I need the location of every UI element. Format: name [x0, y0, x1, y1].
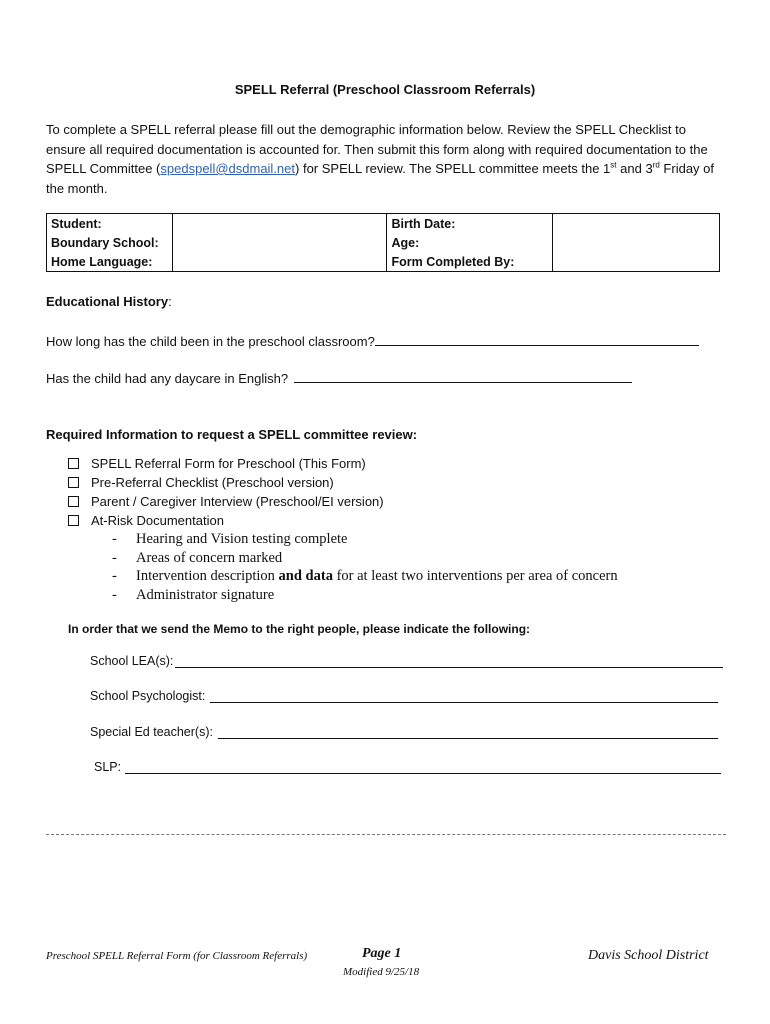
school-lea-field[interactable]	[175, 656, 723, 668]
list-item: - Areas of concern marked	[112, 549, 283, 566]
age-field[interactable]	[553, 233, 720, 252]
daycare-english-field[interactable]	[294, 370, 632, 383]
email-link[interactable]: spedspell@dsdmail.net	[160, 161, 296, 176]
list-item: - Intervention description and data for at least two interventions per area of concern	[112, 568, 618, 584]
list-item: Pre-Referral Checklist (Preschool version)	[68, 473, 384, 492]
birth-date-label: Birth Date:	[387, 214, 553, 234]
educational-history-heading: Educational History:	[46, 294, 172, 309]
question-preschool-duration: How long has the child been in the preschool classroom?	[46, 333, 699, 349]
question-daycare-english: Has the child had any daycare in English?	[46, 370, 632, 386]
checkbox[interactable]	[68, 477, 79, 488]
checkbox[interactable]	[68, 515, 79, 526]
preschool-duration-field[interactable]	[375, 333, 699, 346]
boundary-school-field[interactable]	[172, 233, 387, 252]
home-language-field[interactable]	[172, 252, 387, 272]
table-row	[47, 214, 720, 234]
memo-heading: In order that we send the Memo to the right people, please indicate the following:	[68, 622, 531, 636]
intro-paragraph: To complete a SPELL referral please fill out the demographic information below. Review the SPELL Checklist to ensure all required documentation is accounted for. Then submit this form along with required documentation to the SPELL Committee (spedspell@dsdmail.net) for SPELL review. The SPELL committee meets the 1st and 3rd Friday of the month.	[46, 122, 714, 196]
birth-date-field[interactable]	[553, 214, 720, 234]
table-row	[47, 233, 720, 252]
list-item: Parent / Caregiver Interview (Preschool/EI version)	[68, 492, 384, 511]
footer-modified-date: Modified 9/25/18	[343, 966, 420, 978]
school-psychologist-row: School Psychologist:	[90, 689, 718, 703]
special-ed-teacher-row: Special Ed teacher(s):	[90, 725, 718, 739]
footer-form-name: Preschool SPELL Referral Form (for Classroom Referrals)	[46, 950, 308, 962]
student-field[interactable]	[172, 214, 387, 234]
form-completed-by-label: Form Completed By:	[387, 252, 553, 272]
student-label: Student:	[47, 214, 173, 234]
boundary-school-label: Boundary School:	[47, 233, 173, 252]
list-item: - Administrator signature	[112, 586, 275, 603]
checkbox[interactable]	[68, 496, 79, 507]
required-info-heading: Required Information to request a SPELL committee review:	[46, 427, 418, 442]
demographics-table	[46, 213, 720, 272]
required-checklist	[68, 454, 384, 530]
list-item: - Hearing and Vision testing complete	[112, 531, 348, 547]
age-label: Age:	[387, 233, 553, 252]
slp-row: SLP:	[94, 760, 721, 774]
dashed-divider	[46, 834, 726, 835]
school-lea-row: School LEA(s):	[90, 654, 723, 668]
school-psychologist-field[interactable]	[210, 691, 718, 703]
special-ed-teacher-field[interactable]	[218, 727, 718, 739]
home-language-label: Home Language:	[47, 252, 173, 272]
list-item: At-Risk Documentation	[68, 511, 384, 530]
page-title: SPELL Referral (Preschool Classroom Referrals)	[234, 82, 536, 97]
slp-field[interactable]	[125, 762, 721, 774]
footer-district: Davis School District	[588, 948, 709, 963]
footer-page-number: Page 1	[362, 946, 402, 961]
table-row	[47, 252, 720, 272]
checkbox[interactable]	[68, 458, 79, 469]
list-item: SPELL Referral Form for Preschool (This Form)	[68, 454, 384, 473]
at-risk-sub-items	[112, 530, 618, 604]
form-completed-by-field[interactable]	[553, 252, 720, 272]
